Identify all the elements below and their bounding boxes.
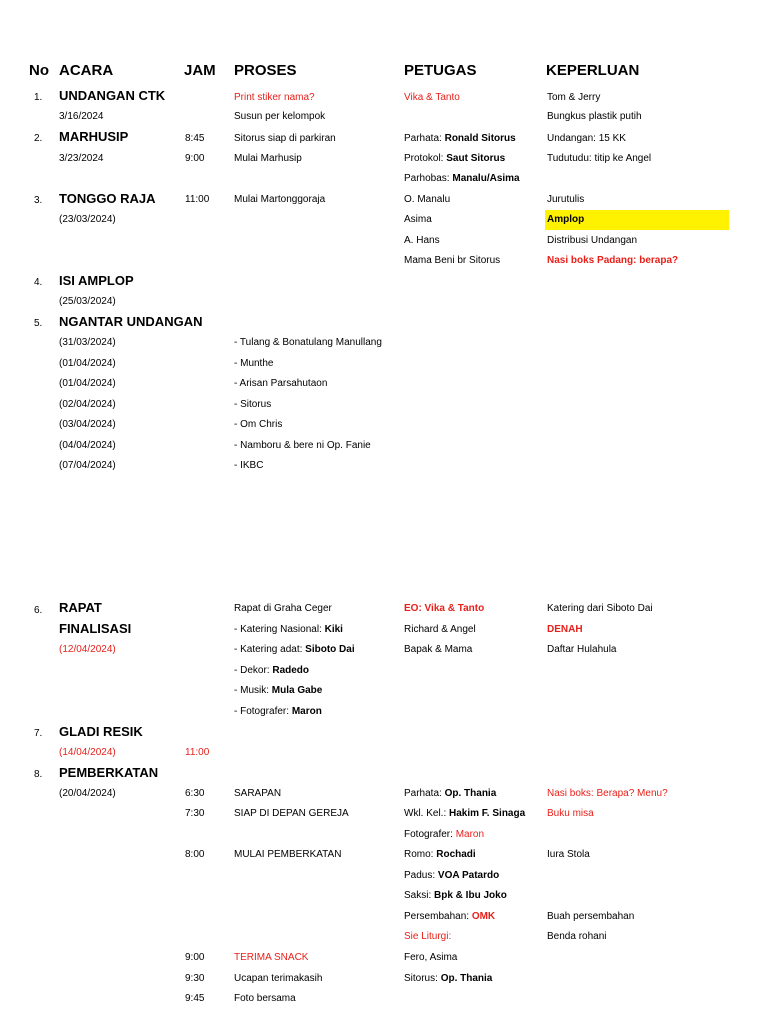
officer-item: Asima — [404, 214, 432, 225]
header-keperluan: KEPERLUAN — [546, 62, 640, 79]
event-title: MARHUSIP — [59, 129, 129, 144]
time-item: 7:30 — [185, 808, 205, 819]
event-date: (23/03/2024) — [59, 214, 116, 225]
process-item: - Katering Nasional: Kiki — [234, 624, 343, 635]
officer-item: Parhata: Op. Thania — [404, 788, 497, 799]
event-date: (01/04/2024) — [59, 378, 116, 389]
event-title: TONGGO RAJA — [59, 191, 156, 206]
officer-item: A. Hans — [404, 235, 440, 246]
officer-item: Padus: VOA Patardo — [404, 870, 500, 881]
need-item: Tudutudu: titip ke Angel — [547, 153, 652, 164]
process-item: - IKBC — [234, 460, 264, 471]
officer-item: Bapak & Mama — [404, 644, 473, 655]
need-item: Tom & Jerry — [547, 92, 601, 103]
need-item: Distribusi Undangan — [547, 235, 638, 246]
officer-item: Fotografer: Maron — [404, 829, 485, 840]
process-item: - Munthe — [234, 358, 274, 369]
event-date: (12/04/2024) — [59, 644, 116, 655]
process-item: - Tulang & Bonatulang Manullang — [234, 337, 382, 348]
process-item: - Musik: Mula Gabe — [234, 685, 323, 696]
process-item: - Dekor: Radedo — [234, 665, 310, 676]
event-title: GLADI RESIK — [59, 724, 143, 739]
need-item-highlighted: Amplop — [547, 214, 585, 225]
row-number: 7. — [34, 728, 43, 739]
need-item: Daftar Hulahula — [547, 644, 617, 655]
need-item: Jurutulis — [547, 194, 585, 205]
row-number: 8. — [34, 769, 43, 780]
time-item: 9:00 — [185, 153, 205, 164]
process-item: Rapat di Graha Ceger — [234, 603, 332, 614]
need-item: Undangan: 15 KK — [547, 133, 626, 144]
header-proses: PROSES — [234, 62, 297, 79]
officer-item: Romo: Rochadi — [404, 849, 476, 860]
process-item: - Katering adat: Siboto Dai — [234, 644, 355, 655]
event-date: (04/04/2024) — [59, 440, 116, 451]
officer-item: Saksi: Bpk & Ibu Joko — [404, 890, 507, 901]
event-date: (01/04/2024) — [59, 358, 116, 369]
need-item: Iura Stola — [547, 849, 590, 860]
need-item: DENAH — [547, 624, 583, 635]
need-item: Katering dari Siboto Dai — [547, 603, 653, 614]
need-item: Nasi boks Padang: berapa? — [547, 255, 679, 266]
event-title: PEMBERKATAN — [59, 765, 159, 780]
event-title: NGANTAR UNDANGAN — [59, 314, 203, 329]
event-date: (02/04/2024) — [59, 399, 116, 410]
officer-item: Sie Liturgi: — [404, 931, 452, 942]
time-item: 6:30 — [185, 788, 205, 799]
event-date: 3/16/2024 — [59, 111, 104, 122]
time-item: 8:00 — [185, 849, 205, 860]
process-item: TERIMA SNACK — [234, 952, 309, 963]
event-date: (20/04/2024) — [59, 788, 116, 799]
officer-item: Mama Beni br Sitorus — [404, 255, 501, 266]
need-item: Buku misa — [547, 808, 594, 819]
row-number: 4. — [34, 277, 43, 288]
officer-item: Parhobas: Manalu/Asima — [404, 173, 520, 184]
process-item: SARAPAN — [234, 788, 282, 799]
process-item: Foto bersama — [234, 993, 296, 1004]
header-jam: JAM — [184, 62, 216, 79]
event-date: 3/23/2024 — [59, 153, 104, 164]
header-no: No — [29, 62, 49, 79]
time-item: 11:00 — [185, 747, 210, 758]
event-title: FINALISASI — [59, 621, 132, 636]
time-item: 11:00 — [185, 194, 210, 205]
officer-item: Wkl. Kel.: Hakim F. Sinaga — [404, 808, 526, 819]
officer-item: Richard & Angel — [404, 624, 476, 635]
process-item: - Fotografer: Maron — [234, 706, 322, 717]
event-date: (07/04/2024) — [59, 460, 116, 471]
officer-item: Protokol: Saut Sitorus — [404, 153, 506, 164]
event-date: (03/04/2024) — [59, 419, 116, 430]
event-date: (25/03/2024) — [59, 296, 116, 307]
event-date: (31/03/2024) — [59, 337, 116, 348]
process-item: SIAP DI DEPAN GEREJA — [234, 808, 349, 819]
need-item: Benda rohani — [547, 931, 607, 942]
event-title: ISI AMPLOP — [59, 273, 134, 288]
row-number: 3. — [34, 195, 43, 206]
process-item: - Om Chris — [234, 419, 283, 430]
need-item: Buah persembahan — [547, 911, 635, 922]
row-number: 6. — [34, 605, 43, 616]
officer-item: Sitorus: Op. Thania — [404, 973, 493, 984]
officer-item: Parhata: Ronald Sitorus — [404, 133, 516, 144]
row-number: 5. — [34, 318, 43, 329]
event-date: (14/04/2024) — [59, 747, 116, 758]
process-item: MULAI PEMBERKATAN — [234, 849, 342, 860]
event-title: UNDANGAN CTK — [59, 88, 166, 103]
time-item: 9:00 — [185, 952, 205, 963]
process-item: Mulai Marhusip — [234, 153, 302, 164]
header-acara: ACARA — [59, 62, 114, 79]
process-item: Ucapan terimakasih — [234, 973, 323, 984]
process-item: Mulai Martonggoraja — [234, 194, 326, 205]
process-item: - Sitorus — [234, 399, 272, 410]
row-number: 2. — [34, 133, 43, 144]
event-title: RAPAT — [59, 600, 102, 615]
need-item: Nasi boks: Berapa? Menu? — [547, 788, 668, 799]
time-item: 9:30 — [185, 973, 205, 984]
row-number: 1. — [34, 92, 43, 103]
time-item: 8:45 — [185, 133, 205, 144]
process-item: Print stiker nama? — [234, 92, 315, 103]
officer-item: Persembahan: OMK — [404, 911, 496, 922]
need-item: Bungkus plastik putih — [547, 111, 642, 122]
process-item: - Namboru & bere ni Op. Fanie — [234, 440, 371, 451]
process-item: - Arisan Parsahutaon — [234, 378, 328, 389]
officer-item: Vika & Tanto — [404, 92, 460, 103]
header-petugas: PETUGAS — [404, 62, 477, 79]
process-item: Susun per kelompok — [234, 111, 326, 122]
officer-item: Fero, Asima — [404, 952, 458, 963]
process-item: Sitorus siap di parkiran — [234, 133, 336, 144]
officer-item: O. Manalu — [404, 194, 451, 205]
time-item: 9:45 — [185, 993, 205, 1004]
officer-item: EO: Vika & Tanto — [404, 603, 485, 614]
